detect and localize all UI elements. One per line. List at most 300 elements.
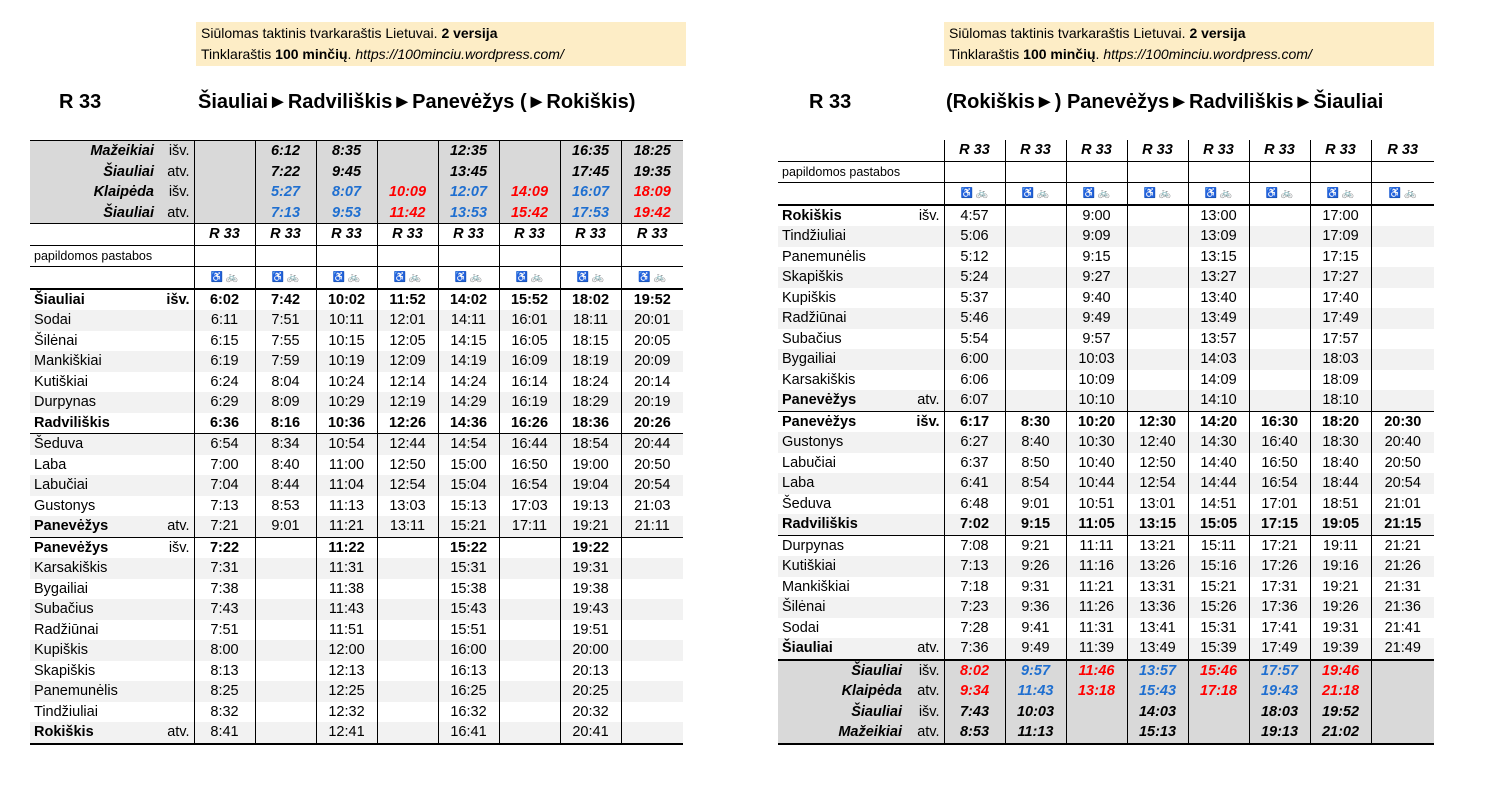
time-cell: 7:22 [194, 537, 255, 558]
time-cell: 6:24 [194, 372, 255, 393]
icons-row [778, 183, 1434, 205]
time-cell [1249, 267, 1310, 288]
time-cell [1127, 247, 1188, 268]
time-cell: 6:41 [944, 473, 1005, 494]
stop-name: Bygailiai [34, 580, 88, 597]
time-cell: 12:54 [377, 475, 438, 496]
time-cell: 13:49 [1188, 308, 1249, 329]
blog-link[interactable]: https://100minciu.wordpress.com/ [1103, 46, 1312, 62]
time-cell: 11:42 [377, 203, 438, 224]
time-cell: 6:29 [194, 392, 255, 413]
note-cell [1005, 161, 1066, 183]
time-cell [1005, 390, 1066, 411]
time-cell [499, 558, 560, 579]
stop-name: Panevėžys [30, 537, 158, 558]
time-cell: 20:01 [621, 310, 683, 331]
time-cell: 13:45 [438, 162, 499, 183]
stop-name: Radviliškis [778, 514, 906, 535]
column-header: R 33 [1005, 140, 1066, 161]
time-cell: 20:25 [560, 681, 621, 702]
column-header: R 33 [377, 224, 438, 246]
time-cell: 5:27 [255, 182, 316, 203]
stop-mark [158, 310, 194, 331]
stop-name: Karsakiškis [30, 558, 158, 579]
time-cell: 7:02 [944, 514, 1005, 535]
timetable-row [30, 182, 683, 203]
timetable-row [778, 597, 1434, 618]
stop-name: Šiauliai [30, 289, 158, 311]
accessibility-bike-icon: ♿ 🚲 [1005, 183, 1066, 205]
stop-name: Mankiškiai [782, 578, 850, 595]
time-cell: 13:01 [1127, 494, 1188, 515]
time-cell: 19:21 [1310, 577, 1371, 598]
time-cell [1371, 349, 1434, 370]
route-title: Šiauliai►Radviliškis►Panevėžys (►Rokiškis) [198, 91, 636, 113]
stop-mark: išv. [906, 702, 944, 723]
time-cell: 10:20 [1066, 411, 1127, 432]
time-cell: 12:40 [1127, 432, 1188, 453]
stop-name: Gustonys [778, 432, 906, 453]
time-cell: 14:10 [1188, 390, 1249, 411]
time-cell: 17:01 [1249, 494, 1310, 515]
stop-mark: atv. [158, 162, 194, 183]
stop-mark [906, 535, 944, 556]
info-note [196, 22, 686, 66]
time-cell: 16:30 [1249, 411, 1310, 432]
time-cell: 18:11 [560, 310, 621, 331]
time-cell: 19:42 [621, 203, 683, 224]
time-cell [621, 681, 683, 702]
note-separator: . [347, 46, 356, 62]
time-cell [194, 203, 255, 224]
time-cell [1005, 205, 1066, 227]
timetable-row [778, 638, 1434, 660]
time-cell: 12:54 [1127, 473, 1188, 494]
timetable-row [30, 392, 683, 413]
time-cell: 15:00 [438, 455, 499, 476]
timetable-row [778, 660, 1434, 682]
time-cell: 20:14 [621, 372, 683, 393]
stop-name: Skapiškis [34, 662, 96, 679]
stop-name: Laba [34, 456, 67, 473]
time-cell: 4:57 [944, 205, 1005, 227]
timetable-row [30, 661, 683, 682]
time-cell: 21:49 [1371, 638, 1434, 660]
time-cell: 20:32 [560, 702, 621, 723]
stop-mark [158, 558, 194, 579]
timetable-row [30, 141, 683, 162]
time-cell [1005, 308, 1066, 329]
time-cell: 12:14 [377, 372, 438, 393]
time-cell: 17:36 [1249, 597, 1310, 618]
time-cell: 6:11 [194, 310, 255, 331]
stop-name: Skapiškis [778, 267, 906, 288]
timetable-row [778, 370, 1434, 391]
time-cell [377, 702, 438, 723]
time-cell: 21:18 [1310, 681, 1371, 702]
time-cell: 17:00 [1310, 205, 1371, 227]
time-cell: 19:38 [560, 579, 621, 600]
time-cell: 5:37 [944, 288, 1005, 309]
time-cell: 21:41 [1371, 618, 1434, 639]
accessibility-bike-icon: ♿ 🚲 [1188, 183, 1249, 205]
note-cell [1249, 161, 1310, 183]
time-cell: 14:40 [1188, 453, 1249, 474]
stop-mark: išv. [906, 660, 944, 682]
notes-label: papildomos pastabos [30, 245, 194, 267]
time-cell: 9:15 [1005, 514, 1066, 535]
time-cell: 18:09 [621, 182, 683, 203]
stop-mark [158, 434, 194, 455]
stop-mark [906, 514, 944, 535]
time-cell: 7:59 [255, 351, 316, 372]
time-cell: 15:42 [499, 203, 560, 224]
timetable-row [778, 432, 1434, 453]
time-cell [194, 182, 255, 203]
time-cell: 19:21 [560, 516, 621, 537]
time-cell: 18:24 [560, 372, 621, 393]
time-cell: 7:51 [255, 310, 316, 331]
stop-mark [906, 329, 944, 350]
timetable-row [30, 455, 683, 476]
time-cell: 7:08 [944, 535, 1005, 556]
time-cell: 17:21 [1249, 535, 1310, 556]
time-cell [1249, 226, 1310, 247]
time-cell [194, 141, 255, 162]
time-cell: 13:27 [1188, 267, 1249, 288]
time-cell: 13:49 [1127, 638, 1188, 660]
time-cell: 7:04 [194, 475, 255, 496]
time-cell [621, 722, 683, 744]
time-cell: 7:13 [194, 496, 255, 517]
time-cell: 13:00 [1188, 205, 1249, 227]
timetable-row [30, 434, 683, 455]
timetable-row [778, 205, 1434, 227]
time-cell: 8:04 [255, 372, 316, 393]
time-cell [499, 599, 560, 620]
stop-mark: atv. [158, 516, 194, 537]
stop-name: Tindžiuliai [34, 703, 98, 720]
time-cell: 20:54 [621, 475, 683, 496]
time-cell: 6:27 [944, 432, 1005, 453]
time-cell [1127, 267, 1188, 288]
time-cell [255, 620, 316, 641]
time-cell: 15:26 [1188, 597, 1249, 618]
time-cell: 19:31 [1310, 618, 1371, 639]
time-cell: 21:21 [1371, 535, 1434, 556]
column-header: R 33 [959, 142, 990, 159]
time-cell [1371, 308, 1434, 329]
time-cell: 8:09 [255, 392, 316, 413]
timetable-row [30, 310, 683, 331]
stop-name: Sodai [30, 310, 158, 331]
time-cell: 19:46 [1310, 660, 1371, 682]
time-cell: 13:09 [1188, 226, 1249, 247]
stop-name: Kutiškiai [778, 556, 906, 577]
time-cell: 16:50 [1249, 453, 1310, 474]
time-cell: 8:02 [944, 660, 1005, 682]
time-cell [1371, 226, 1434, 247]
time-cell: 5:24 [944, 267, 1005, 288]
time-cell: 18:03 [1310, 349, 1371, 370]
time-cell: 13:57 [1188, 329, 1249, 350]
time-cell: 6:00 [944, 349, 1005, 370]
stop-name: Subačius [782, 330, 842, 347]
time-cell [1005, 247, 1066, 268]
time-cell [1005, 226, 1066, 247]
time-cell: 16:07 [560, 182, 621, 203]
time-cell: 11:39 [1066, 638, 1127, 660]
stop-mark [158, 455, 194, 476]
time-cell [377, 558, 438, 579]
time-cell: 18:36 [560, 413, 621, 434]
time-cell: 8:40 [255, 455, 316, 476]
stop-mark [906, 556, 944, 577]
time-cell: 9:15 [1066, 247, 1127, 268]
time-cell: 15:38 [438, 579, 499, 600]
time-cell: 13:57 [1127, 660, 1188, 682]
time-cell: 7:13 [944, 556, 1005, 577]
time-cell: 18:29 [560, 392, 621, 413]
time-cell: 12:30 [1127, 411, 1188, 432]
stop-name: Kupiškis [30, 640, 158, 661]
time-cell: 10:03 [1005, 702, 1066, 723]
note-cell [1127, 161, 1188, 183]
stop-mark: išv. [158, 289, 194, 311]
timetable-row [778, 390, 1434, 411]
timetable-row [778, 473, 1434, 494]
time-cell: 15:11 [1188, 535, 1249, 556]
time-cell: 19:52 [1310, 702, 1371, 723]
time-cell: 12:13 [316, 661, 377, 682]
time-cell: 17:49 [1310, 308, 1371, 329]
time-cell: 6:12 [255, 141, 316, 162]
timetable-row [778, 226, 1434, 247]
header-blank [30, 224, 194, 246]
stop-mark: atv. [158, 722, 194, 744]
note-blog-name: 100 minčių [275, 46, 348, 62]
stop-mark [158, 661, 194, 682]
stop-name: Radžiūnai [778, 308, 906, 329]
timetable-row [30, 516, 683, 537]
time-cell: 19:51 [560, 620, 621, 641]
time-cell [1371, 660, 1434, 682]
time-cell: 15:16 [1188, 556, 1249, 577]
time-cell: 10:10 [1066, 390, 1127, 411]
stop-mark [158, 702, 194, 723]
time-cell: 13:15 [1188, 247, 1249, 268]
accessibility-bike-icon: ♿ 🚲 [1127, 183, 1188, 205]
time-cell [1066, 722, 1127, 744]
time-cell [255, 681, 316, 702]
time-cell: 12:00 [316, 640, 377, 661]
column-header: R 33 [1066, 140, 1127, 161]
timetable-row [30, 413, 683, 434]
time-cell: 20:50 [621, 455, 683, 476]
time-cell: 17:27 [1310, 267, 1371, 288]
time-cell: 14:20 [1188, 411, 1249, 432]
time-cell: 13:03 [377, 496, 438, 517]
note-separator: . [1095, 46, 1104, 62]
column-header-row [30, 224, 683, 246]
time-cell [1127, 390, 1188, 411]
time-cell: 12:50 [1127, 453, 1188, 474]
time-cell: 15:13 [438, 496, 499, 517]
time-cell: 18:10 [1310, 390, 1371, 411]
time-cell: 8:34 [255, 434, 316, 455]
time-cell: 12:05 [377, 331, 438, 352]
time-cell: 14:09 [1188, 370, 1249, 391]
time-cell [1249, 370, 1310, 391]
time-cell: 5:12 [944, 247, 1005, 268]
time-cell: 13:15 [1127, 514, 1188, 535]
stop-mark: atv. [158, 203, 194, 224]
time-cell [1127, 308, 1188, 329]
stop-name: Mankiškiai [30, 351, 158, 372]
time-cell: 16:26 [499, 413, 560, 434]
time-cell [499, 722, 560, 744]
column-header-row [778, 140, 1434, 161]
timetable-row [30, 372, 683, 393]
stop-name: Panevėžys [778, 390, 906, 411]
time-cell: 15:51 [438, 620, 499, 641]
time-cell: 17:57 [1310, 329, 1371, 350]
time-cell: 15:39 [1188, 638, 1249, 660]
time-cell: 18:02 [560, 289, 621, 311]
time-cell: 20:41 [560, 722, 621, 744]
time-cell: 17:09 [1310, 226, 1371, 247]
time-cell: 18:03 [1249, 702, 1310, 723]
time-cell [1249, 205, 1310, 227]
time-cell: 8:13 [194, 661, 255, 682]
time-cell: 17:31 [1249, 577, 1310, 598]
timetable-row [778, 267, 1434, 288]
stop-name: Klaipėda [30, 182, 158, 203]
time-cell [1249, 349, 1310, 370]
accessibility-bike-icon: ♿ 🚲 [1066, 183, 1127, 205]
time-cell: 17:26 [1249, 556, 1310, 577]
time-cell: 13:18 [1066, 681, 1127, 702]
stop-mark [906, 370, 944, 391]
time-cell [377, 640, 438, 661]
timetable-right [778, 140, 1434, 745]
stop-name: Panevėžys [778, 411, 906, 432]
time-cell [1005, 370, 1066, 391]
time-cell: 8:53 [255, 496, 316, 517]
time-cell: 16:54 [499, 475, 560, 496]
time-cell: 10:36 [316, 413, 377, 434]
stop-name: Labučiai [30, 475, 158, 496]
time-cell: 18:09 [1310, 370, 1371, 391]
timetable-row [30, 351, 683, 372]
column-header: R 33 [255, 224, 316, 246]
note-text: Siūlomas taktinis tvarkaraštis Lietuvai. [201, 25, 442, 41]
time-cell [1249, 390, 1310, 411]
note-cell [1371, 161, 1434, 183]
timetable-row [778, 556, 1434, 577]
time-cell: 19:35 [621, 162, 683, 183]
time-cell: 14:29 [438, 392, 499, 413]
time-cell [377, 537, 438, 558]
time-cell: 9:09 [1066, 226, 1127, 247]
time-cell: 11:43 [1005, 681, 1066, 702]
time-cell [1127, 205, 1188, 227]
accessibility-bike-icon: ♿ 🚲 [1249, 183, 1310, 205]
stop-name: Panemunėlis [30, 681, 158, 702]
notes-row [778, 161, 1434, 183]
timetable-row [778, 411, 1434, 432]
time-cell: 19:39 [1310, 638, 1371, 660]
time-cell: 5:46 [944, 308, 1005, 329]
time-cell: 11:43 [316, 599, 377, 620]
time-cell [621, 579, 683, 600]
time-cell: 6:54 [194, 434, 255, 455]
note-cell [194, 245, 255, 267]
time-cell: 14:03 [1188, 349, 1249, 370]
stop-name: Durpynas [778, 535, 906, 556]
time-cell [255, 640, 316, 661]
time-cell: 12:19 [377, 392, 438, 413]
note-version: 2 versija [1189, 25, 1246, 41]
timetable-row [30, 681, 683, 702]
stop-mark: išv. [158, 182, 194, 203]
accessibility-bike-icon: ♿ 🚲 [560, 267, 621, 289]
stop-mark [906, 247, 944, 268]
time-cell: 9:53 [316, 203, 377, 224]
timetable-row [778, 308, 1434, 329]
time-cell: 11:51 [316, 620, 377, 641]
time-cell: 8:00 [194, 640, 255, 661]
time-cell: 21:31 [1371, 577, 1434, 598]
note-blog-prefix: Tinklaraštis [201, 46, 276, 62]
timetable-row [30, 331, 683, 352]
time-cell: 7:28 [944, 618, 1005, 639]
time-cell: 12:35 [438, 141, 499, 162]
stop-mark: atv. [906, 390, 944, 411]
timetable-row [778, 681, 1434, 702]
blog-link[interactable]: https://100minciu.wordpress.com/ [355, 46, 564, 62]
time-cell: 9:45 [316, 162, 377, 183]
stop-mark: atv. [906, 638, 944, 660]
timetable-row [778, 618, 1434, 639]
note-cell [438, 245, 499, 267]
stop-name: Šiauliai [778, 702, 906, 723]
stop-name: Panevėžys [30, 516, 158, 537]
time-cell: 11:22 [316, 537, 377, 558]
time-cell: 14:19 [438, 351, 499, 372]
time-cell: 13:40 [1188, 288, 1249, 309]
stop-mark [158, 331, 194, 352]
time-cell: 15:04 [438, 475, 499, 496]
time-cell [255, 599, 316, 620]
stop-name: Mažeikiai [30, 141, 158, 162]
time-cell: 12:25 [316, 681, 377, 702]
time-cell [499, 141, 560, 162]
time-cell: 19:13 [1249, 722, 1310, 744]
time-cell [1371, 722, 1434, 744]
header-blank [778, 140, 944, 161]
route-number: R 33 [809, 91, 852, 113]
time-cell [377, 661, 438, 682]
timetable-row [778, 349, 1434, 370]
stop-name: Klaipėda [778, 681, 906, 702]
time-cell [255, 702, 316, 723]
stop-name: Rokiškis [30, 722, 158, 744]
time-cell: 5:54 [944, 329, 1005, 350]
time-cell: 12:09 [377, 351, 438, 372]
stop-mark [906, 473, 944, 494]
time-cell [499, 620, 560, 641]
